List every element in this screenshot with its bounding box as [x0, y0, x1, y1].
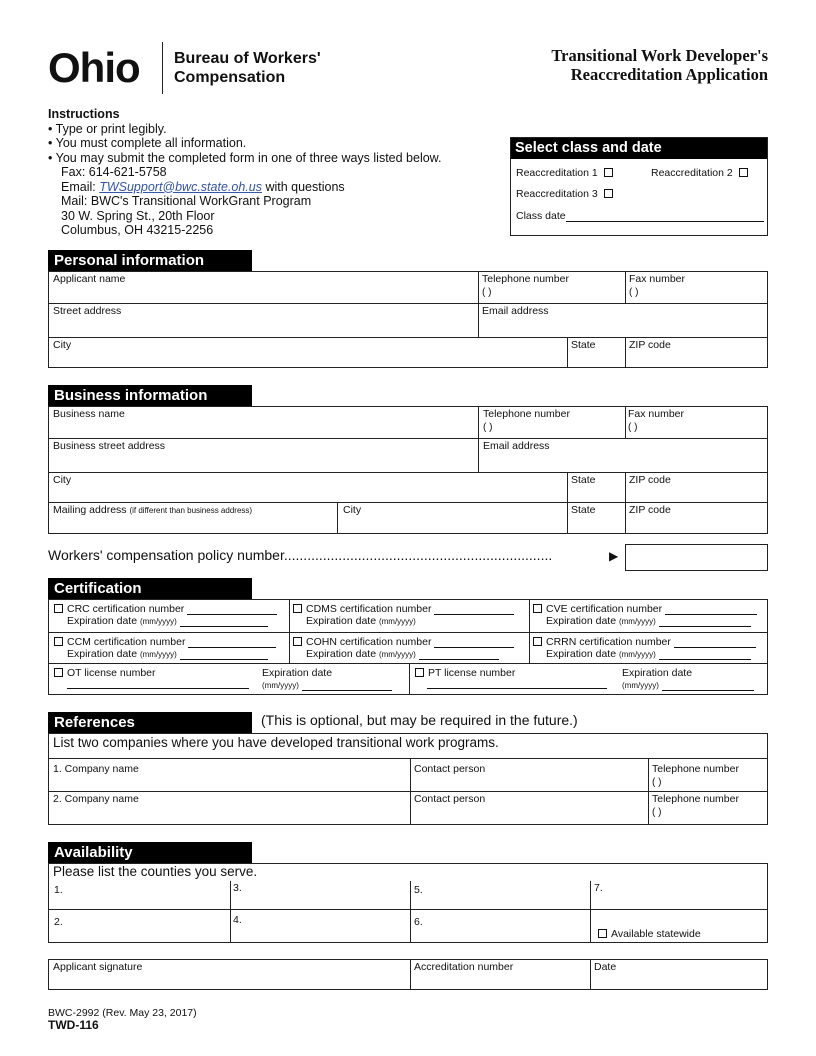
instructions-heading: Instructions	[48, 107, 120, 121]
cdms-field[interactable]: CDMS certification number Expiration date (mm/yyyy)	[293, 603, 514, 627]
ot-expiration-field[interactable]: Expiration date (mm/yyyy)	[262, 667, 392, 691]
personal-info-heading: Personal information	[48, 250, 252, 271]
business-city-field[interactable]: City	[53, 474, 72, 486]
form-code: TWD-116	[48, 1018, 99, 1032]
business-street-field[interactable]: Business street address	[53, 440, 166, 452]
bureau-line2: Compensation	[174, 69, 286, 86]
date-field[interactable]: Date	[594, 961, 617, 973]
checkbox[interactable]	[604, 189, 613, 198]
mailing-state-field[interactable]: State	[571, 504, 596, 516]
county-2-field[interactable]: 2.	[54, 916, 63, 928]
reaccreditation1-option[interactable]: Reaccreditation 1	[516, 167, 617, 179]
mailing-address-field[interactable]: Mailing address (if different than business address)	[53, 504, 253, 516]
county-4-field[interactable]: 4.	[233, 914, 242, 926]
county-5-field[interactable]: 5.	[414, 884, 423, 896]
county-1-field[interactable]: 1.	[54, 884, 63, 896]
bullet-icon: •	[48, 150, 53, 165]
cohn-field[interactable]: COHN certification number Expiration date (mm/yyyy)	[293, 636, 514, 660]
reaccreditation2-option[interactable]: Reaccreditation 2	[651, 167, 752, 179]
business-email-field[interactable]: Email address	[483, 440, 550, 452]
availability-instruction: Please list the counties you serve.	[53, 864, 258, 879]
company1-contact-field[interactable]: Contact person	[414, 763, 486, 775]
business-zip-field[interactable]: ZIP code	[629, 474, 671, 486]
checkbox[interactable]	[739, 168, 748, 177]
county-6-field[interactable]: 6.	[414, 916, 423, 928]
crc-field[interactable]: CRC certification number Expiration date (mm/yyyy)	[54, 603, 277, 627]
form-title	[551, 46, 768, 84]
personal-info-table	[48, 271, 768, 368]
references-table	[48, 733, 768, 825]
instruction-item: • You may submit the completed form in one of three ways listed below.	[48, 150, 442, 165]
county-3-field[interactable]: 3.	[233, 882, 242, 894]
company2-telephone-field[interactable]: Telephone number ( )	[652, 793, 739, 818]
email-line: Email: TWSupport@bwc.state.oh.us with questions	[61, 179, 345, 194]
company1-name-field[interactable]: 1. Company name	[53, 763, 139, 775]
select-class-heading: Select class and date	[511, 138, 767, 159]
bullet-icon: •	[48, 136, 53, 150]
bullet-icon: •	[48, 121, 53, 136]
references-optional-note: (This is optional, but may be required in the future.)	[261, 712, 578, 728]
title-line1: Transitional Work Developer's	[551, 46, 768, 65]
telephone-field[interactable]: Telephone number ( )	[482, 273, 569, 298]
checkbox[interactable]	[598, 929, 607, 938]
available-statewide-option[interactable]: Available statewide	[598, 928, 701, 940]
fax-field[interactable]: Fax number ( )	[629, 273, 686, 298]
company1-telephone-field[interactable]: Telephone number ( )	[652, 763, 739, 788]
applicant-signature-field[interactable]: Applicant signature	[53, 961, 143, 973]
company2-name-field[interactable]: 2. Company name	[53, 793, 139, 805]
pt-license-field[interactable]: PT license number	[415, 667, 515, 679]
pt-expiration-field[interactable]: Expiration date (mm/yyyy)	[622, 667, 754, 691]
ot-license-field[interactable]: OT license number	[54, 667, 156, 679]
mailing-zip-field[interactable]: ZIP code	[629, 504, 671, 516]
zip-field[interactable]: ZIP code	[629, 339, 671, 351]
email-link[interactable]: TWSupport@bwc.state.oh.us	[99, 179, 262, 194]
instruction-item: • Type or print legibly.	[48, 121, 167, 136]
county-7-field[interactable]: 7.	[594, 882, 603, 894]
form-id: BWC-2992 (Rev. May 23, 2017)	[48, 1007, 197, 1019]
city-line: Columbus, OH 43215-2256	[61, 223, 214, 237]
class-date-field[interactable]: Class date	[516, 210, 764, 222]
fax-line: Fax: 614-621-5758	[61, 165, 167, 179]
policy-number-label: Workers' compensation policy number.....................................................................	[48, 547, 553, 563]
mailing-city-field[interactable]: City	[343, 504, 362, 516]
ohio-logo: Ohio	[48, 44, 140, 91]
bureau-name	[174, 49, 321, 87]
bureau-line1: Bureau of Workers'	[174, 50, 321, 67]
instruction-item: • You must complete all information.	[48, 136, 247, 150]
policy-number-input[interactable]	[625, 544, 768, 571]
ccm-field[interactable]: CCM certification number Expiration date (mm/yyyy)	[54, 636, 276, 660]
signature-table	[48, 959, 768, 990]
business-info-table	[48, 406, 768, 534]
mail-line: Mail: BWC's Transitional WorkGrant Program	[61, 194, 312, 208]
business-fax-field[interactable]: Fax number ( )	[628, 408, 685, 433]
email-field[interactable]: Email address	[482, 305, 549, 317]
certification-table	[48, 599, 768, 695]
crrn-field[interactable]: CRRN certification number Expiration date (mm/yyyy)	[533, 636, 756, 660]
certification-heading: Certification	[48, 578, 252, 599]
accreditation-number-field[interactable]: Accreditation number	[414, 961, 514, 973]
arrow-icon: ▶	[609, 549, 619, 563]
city-field[interactable]: City	[53, 339, 72, 351]
company2-contact-field[interactable]: Contact person	[414, 793, 486, 805]
business-state-field[interactable]: State	[571, 474, 596, 486]
availability-table	[48, 863, 768, 943]
checkbox[interactable]	[604, 168, 613, 177]
business-name-field[interactable]: Business name	[53, 408, 125, 420]
reaccreditation3-option[interactable]: Reaccreditation 3	[516, 188, 617, 200]
availability-heading: Availability	[48, 842, 252, 863]
references-instruction: List two companies where you have developed transitional work programs.	[53, 735, 499, 750]
business-info-heading: Business information	[48, 385, 252, 406]
applicant-name-field[interactable]: Applicant name	[53, 273, 126, 285]
instructions	[48, 107, 442, 238]
logo-divider	[162, 42, 163, 94]
state-field[interactable]: State	[571, 339, 596, 351]
business-telephone-field[interactable]: Telephone number ( )	[483, 408, 570, 433]
street-address-field[interactable]: Street address	[53, 305, 122, 317]
select-class-box	[510, 137, 768, 236]
references-heading: References	[48, 712, 252, 733]
cve-field[interactable]: CVE certification number Expiration date (mm/yyyy)	[533, 603, 757, 627]
title-line2: Reaccreditation Application	[570, 65, 768, 84]
street-line: 30 W. Spring St., 20th Floor	[61, 208, 215, 223]
